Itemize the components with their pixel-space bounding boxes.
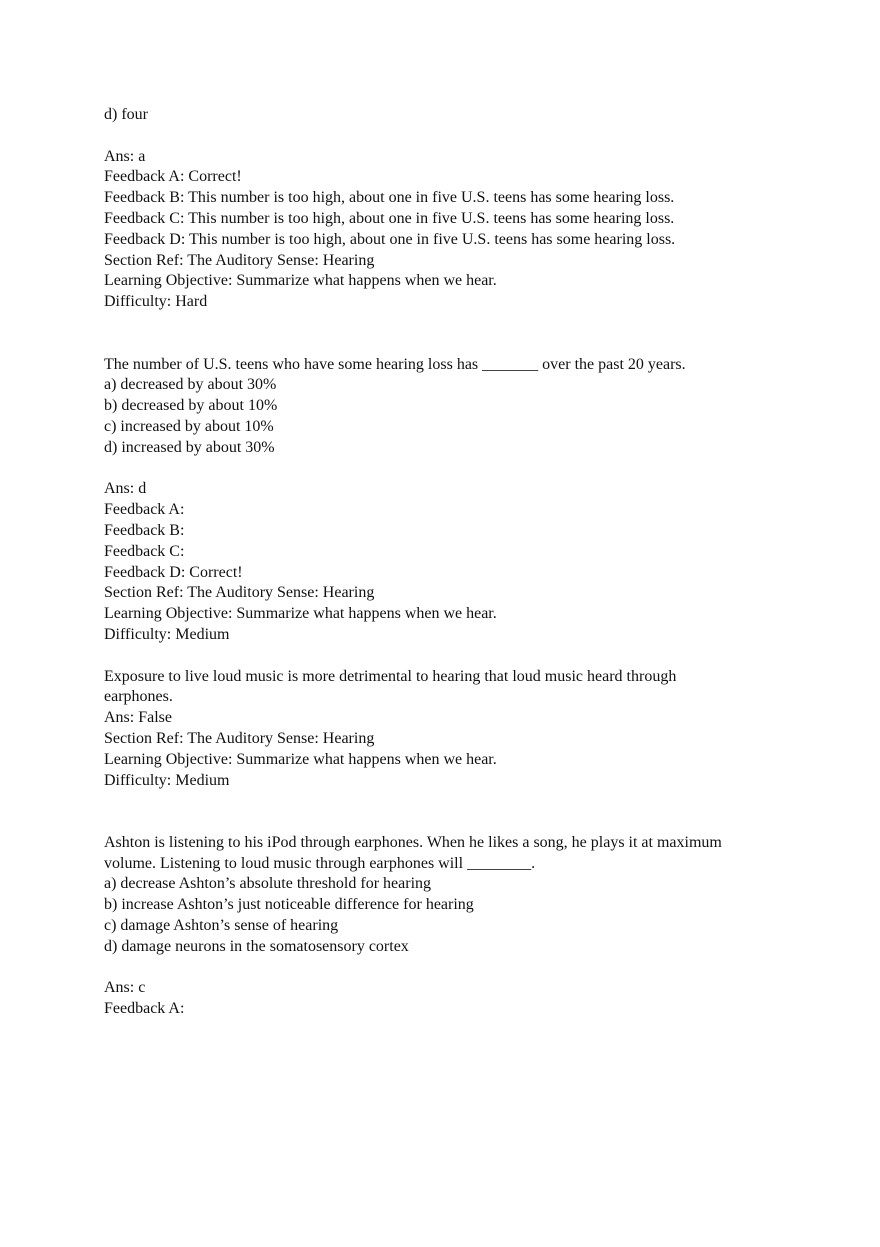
option-c: c) damage Ashton’s sense of hearing [104,917,339,935]
feedback-a: Feedback A: [104,501,185,519]
question-stem-line-2: earphones. [104,688,173,706]
learning-objective: Learning Objective: Summarize what happens when we hear. [104,605,497,623]
feedback-c: Feedback C: This number is too high, about one in five U.S. teens has some hearing loss. [104,209,675,227]
option-b: b) increase Ashton’s just noticeable difference for hearing [104,896,474,914]
section-ref: Section Ref: The Auditory Sense: Hearing [104,251,375,269]
question-stem-line-1: Ashton is listening to his iPod through earphones. When he likes a song, he plays it at maximum [104,833,722,851]
feedback-b: Feedback B: [104,521,185,539]
learning-objective: Learning Objective: Summarize what happens when we hear. [104,272,497,290]
option-d: d) damage neurons in the somatosensory cortex [104,937,409,955]
answer: Ans: c [104,979,146,997]
section-ref: Section Ref: The Auditory Sense: Hearing [104,729,375,747]
question-stem-line-1: Exposure to live loud music is more detrimental to hearing that loud music heard through [104,667,677,685]
feedback-a: Feedback A: Correct! [104,168,242,186]
question-0-tail [104,105,794,313]
feedback-d: Feedback D: Correct! [104,563,243,581]
answer: Ans: d [104,480,147,498]
difficulty: Difficulty: Hard [104,293,208,311]
option-d: d) four [104,106,148,123]
answer: Ans: a [104,147,146,165]
feedback-b: Feedback B: This number is too high, about one in five U.S. teens has some hearing loss. [104,189,675,207]
option-d: d) increased by about 30% [104,438,275,456]
question-3 [104,833,794,1020]
question-1 [104,355,794,646]
difficulty: Difficulty: Medium [104,625,230,643]
learning-objective: Learning Objective: Summarize what happens when we hear. [104,750,497,768]
answer: Ans: False [104,709,172,727]
question-stem-line-2: volume. Listening to loud music through earphones will ________. [104,854,536,872]
option-a: a) decrease Ashton’s absolute threshold for hearing [104,875,432,893]
difficulty: Difficulty: Medium [104,771,230,789]
section-ref: Section Ref: The Auditory Sense: Hearing [104,584,375,602]
feedback-a: Feedback A: [104,1000,185,1018]
option-b: b) decreased by about 10% [104,397,278,415]
feedback-d: Feedback D: This number is too high, about one in five U.S. teens has some hearing loss. [104,230,676,248]
feedback-c: Feedback C: [104,542,185,560]
question-2 [104,667,794,792]
option-a: a) decreased by about 30% [104,376,277,394]
document-page [104,105,794,1020]
option-c: c) increased by about 10% [104,417,274,435]
question-stem: The number of U.S. teens who have some hearing loss has _______ over the past 20 years. [104,355,686,373]
